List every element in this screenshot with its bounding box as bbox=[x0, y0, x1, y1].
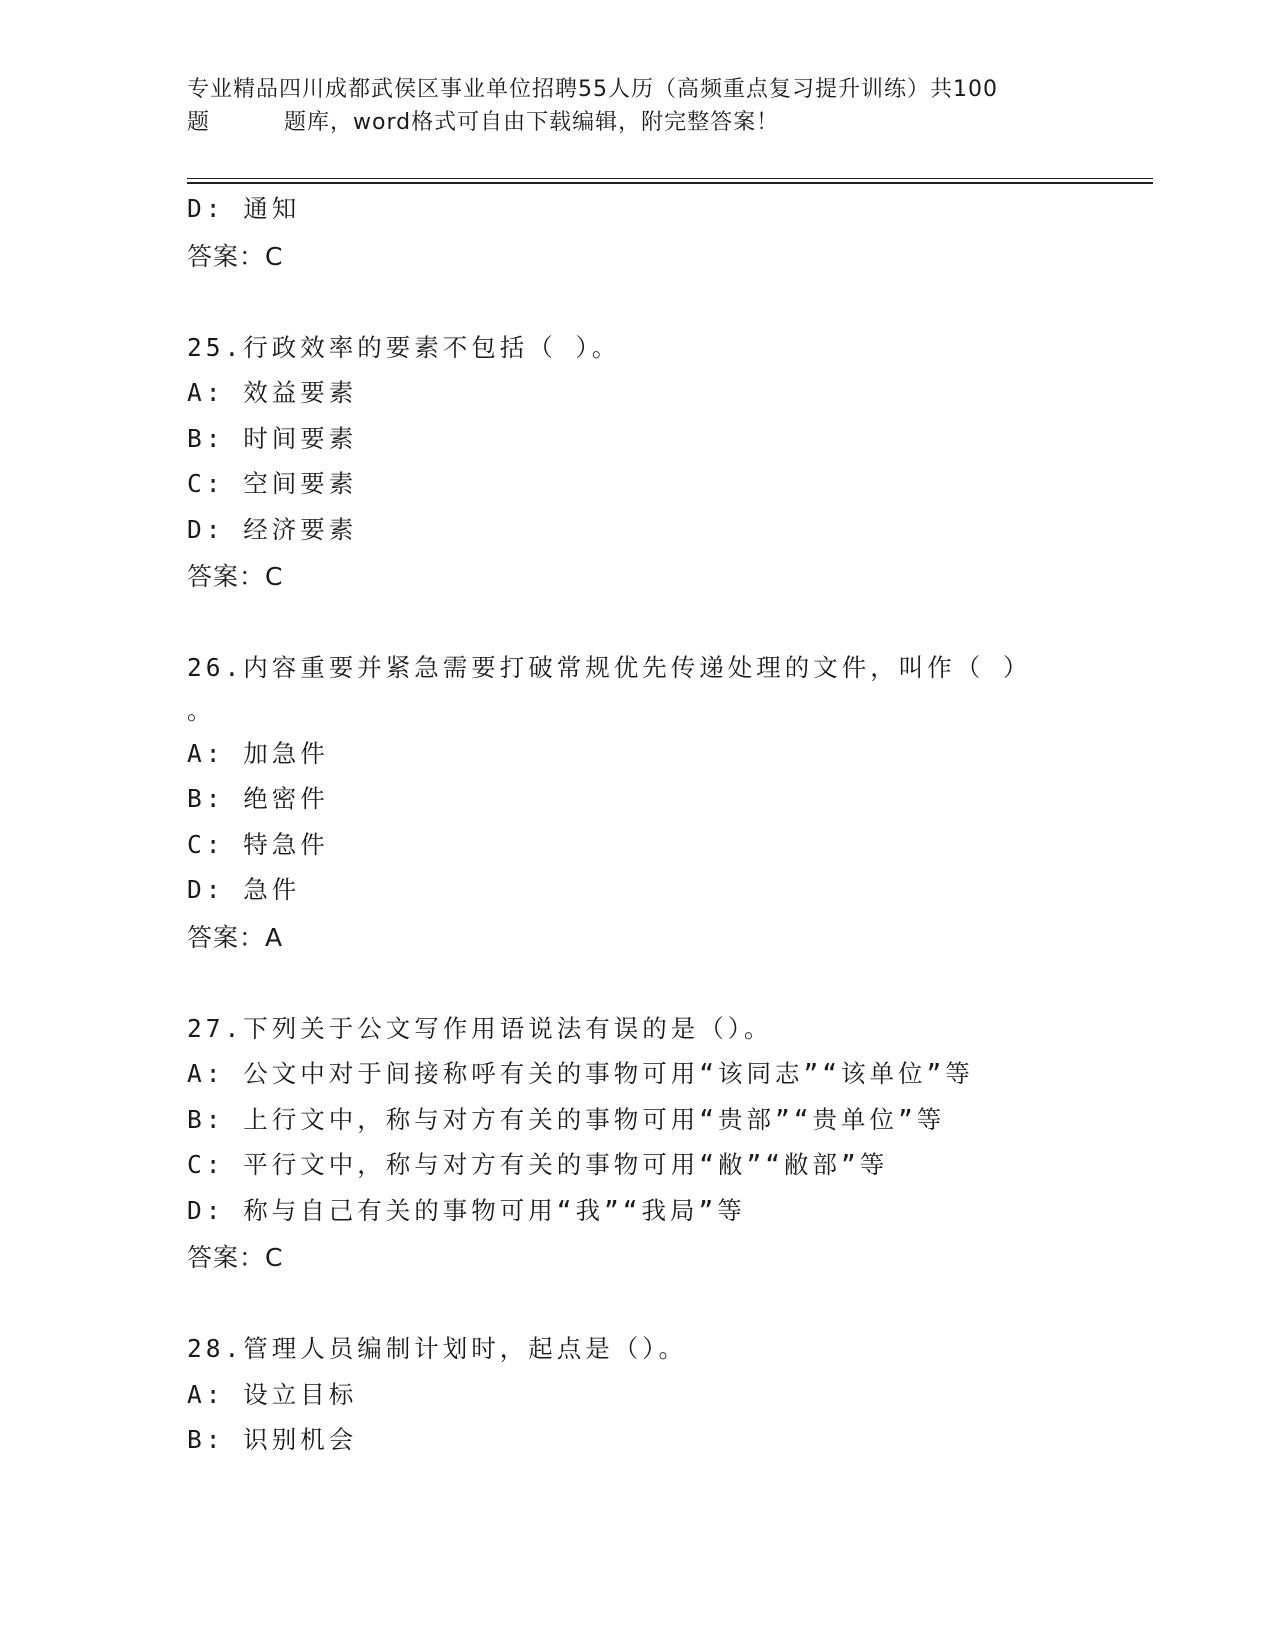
option-a: A: 公文中对于间接称呼有关的事物可用“该同志”“该单位”等 bbox=[187, 1059, 974, 1088]
question-block-24 bbox=[187, 186, 1147, 282]
question-stem: 26.内容重要并紧急需要打破常规优先传递处理的文件，叫作（ ） bbox=[187, 653, 1032, 682]
header-divider-thin bbox=[187, 178, 1153, 179]
option-c: C: 特急件 bbox=[187, 829, 329, 859]
header-divider-thick bbox=[187, 182, 1153, 184]
question-stem: 28.管理人员编制计划时，起点是（）。 bbox=[187, 1334, 687, 1363]
question-stem: 25.行政效率的要素不包括（ ）。 bbox=[187, 332, 621, 362]
question-block-26 bbox=[187, 645, 1147, 963]
header-title-line1: 专业精品四川成都武侯区事业单位招聘55人历（高频重点复习提升训练）共100 bbox=[187, 77, 998, 102]
answer-line: 答案：C bbox=[187, 562, 284, 591]
option-a: A: 效益要素 bbox=[187, 378, 358, 407]
answer-line: 答案：A bbox=[187, 922, 284, 952]
option-b: B: 绝密件 bbox=[187, 784, 329, 813]
question-block-25 bbox=[187, 325, 1147, 603]
answer-line: 答案：C bbox=[187, 241, 284, 271]
option-d: D: 急件 bbox=[187, 875, 301, 904]
header-title-line2-prefix: 题 bbox=[187, 110, 211, 135]
question-list bbox=[187, 186, 1147, 1463]
option-c: C: 平行文中，称与对方有关的事物可用“敝”“敝部”等 bbox=[187, 1150, 889, 1179]
option-a: A: 加急件 bbox=[187, 738, 329, 768]
option-d: D: 经济要素 bbox=[187, 514, 358, 544]
option-d: D: 称与自己有关的事物可用“我”“我局”等 bbox=[187, 1195, 746, 1225]
option-b: B: 识别机会 bbox=[187, 1425, 358, 1454]
question-block-28 bbox=[187, 1326, 1147, 1463]
header-title-line2-rest: 题库，word格式可自由下载编辑，附完整答案！ bbox=[284, 110, 780, 135]
option-a: A: 设立目标 bbox=[187, 1379, 358, 1409]
option-b: B: 上行文中，称与对方有关的事物可用“贵部”“贵单位”等 bbox=[187, 1104, 946, 1134]
question-block-27 bbox=[187, 1006, 1147, 1284]
question-stem-continuation: 。 bbox=[187, 695, 216, 725]
header-title-line2 bbox=[187, 106, 1087, 139]
option-d: D: 通知 bbox=[187, 194, 301, 223]
option-b: B: 时间要素 bbox=[187, 423, 358, 453]
option-c: C: 空间要素 bbox=[187, 469, 358, 498]
page-header bbox=[187, 73, 1087, 139]
question-stem: 27.下列关于公文写作用语说法有误的是（）。 bbox=[187, 1013, 773, 1043]
answer-line: 答案：C bbox=[187, 1243, 284, 1272]
